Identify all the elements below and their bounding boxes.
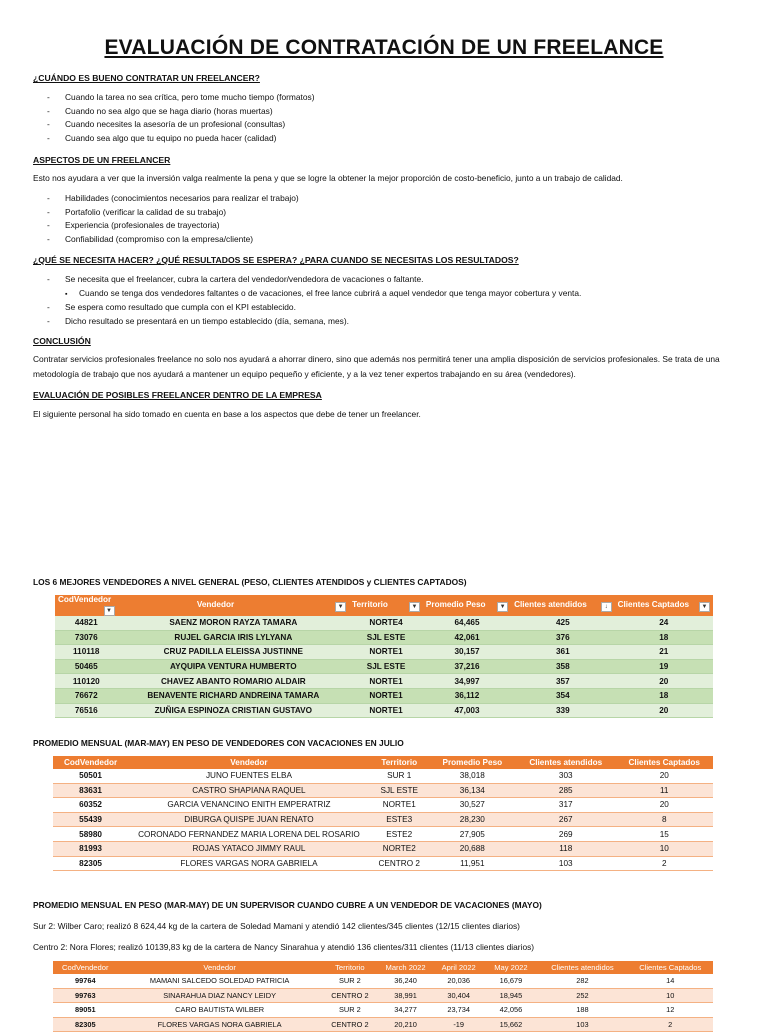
section3-line1: Sur 2: Wilber Caro; realizó 8 624,44 kg de la cartera de Soledad Mamani y atendió 142 clientes/345 clientes (12/15 clientes diarios) xyxy=(33,921,520,931)
section-heading-needs: ¿QUÉ SE NECESITA HACER? ¿QUÉ RESULTADOS SE ESPERA? ¿PARA CUANDO SE NECESITAS LOS RESULTADOS? xyxy=(33,255,519,265)
table-row: 76672 BENAVENTE RICHARD ANDREINA TAMARA NORTE1 36,112 354 18 xyxy=(55,688,713,703)
table-row: 58980 CORONADO FERNANDEZ MARIA LORENA DEL ROSARIO ESTE2 27,905 269 15 xyxy=(53,827,713,842)
column-header: Vendedor xyxy=(128,756,370,769)
column-header: March 2022 xyxy=(378,961,433,974)
list-item: - Confiabilidad (compromiso con la empresa/cliente) xyxy=(47,233,299,247)
table-row: 110118 CRUZ PADILLA ELEISSA JUSTINNE NORTE1 30,157 361 21 xyxy=(55,645,713,660)
supervisor-table xyxy=(53,961,713,1032)
list-item: - Portafolio (verificar la calidad de su trabajo) xyxy=(47,206,299,220)
table-row: 81993 ROJAS YATACO JIMMY RAUL NORTE2 20,688 118 10 xyxy=(53,841,713,856)
conclusion-text: Contratar servicios profesionales freelance no solo nos ayudará a ahorrar dinero, sino que además nos permitirá tener una amplia disposición de servicios profesionales. Se trata de una metodología de trabajo que nos ayudará a mantener un equipo pequeño y eficiente, y a la vez tener expertos trabajando en su área (vendedores). xyxy=(33,354,720,379)
column-header: Clientes Captados xyxy=(615,756,713,769)
table-row: 83631 CASTRO SHAPIANA RAQUEL SJL ESTE 36,134 285 11 xyxy=(53,783,713,798)
vacation-sellers-table xyxy=(53,756,713,871)
column-header: Clientes atendidos xyxy=(537,961,627,974)
needs-list xyxy=(47,273,581,328)
page-title: EVALUACIÓN DE CONTRATACIÓN DE UN FREELANCE xyxy=(104,36,664,59)
table-row: 73076 RUJEL GARCIA IRIS LYLYANA SJL ESTE 42,061 376 18 xyxy=(55,630,713,645)
section-heading-conclusion: CONCLUSIÓN xyxy=(33,336,91,346)
table-row: 99764 MAMANI SALCEDO SOLEDAD PATRICIA SUR 2 36,240 20,036 16,679 282 14 xyxy=(53,974,713,988)
column-header: April 2022 xyxy=(433,961,484,974)
filter-dropdown-icon[interactable]: ▼ xyxy=(699,602,710,612)
section-heading-evaluation: EVALUACIÓN DE POSIBLES FREELANCER DENTRO DE LA EMPRESA xyxy=(33,390,322,400)
column-header[interactable]: Vendedor ▼ xyxy=(118,595,350,616)
table-row: 89051 CARO BAUTISTA WILBER SUR 2 34,277 23,734 42,056 188 12 xyxy=(53,1003,713,1018)
column-header: Clientes Captados xyxy=(627,961,713,974)
list-item: - Dicho resultado se presentará en un tiempo establecido (día, semana, mes). xyxy=(47,315,581,329)
section3-line2: Centro 2: Nora Flores; realizó 10139,83 kg de la cartera de Nancy Sinarahua y atendió 136 clientes/311 clientes (11/13 clientes diarios) xyxy=(33,942,535,952)
table-row: 60352 GARCIA VENANCINO ENITH EMPERATRIZ NORTE1 30,527 317 20 xyxy=(53,798,713,813)
list-item: - Cuando sea algo que tu equipo no pueda hacer (calidad) xyxy=(47,132,315,146)
section-heading-when: ¿CUÁNDO ES BUENO CONTRATAR UN FREELANCER? xyxy=(33,73,260,83)
filter-dropdown-icon[interactable]: ▼ xyxy=(409,602,420,612)
column-header: Clientes atendidos xyxy=(516,756,616,769)
table-row: 99763 SINARAHUA DIAZ NANCY LEIDY CENTRO 2 38,991 30,404 18,945 252 10 xyxy=(53,988,713,1003)
column-header: CodVendedor xyxy=(53,961,118,974)
table-row: 55439 DIBURGA QUISPE JUAN RENATO ESTE3 28,230 267 8 xyxy=(53,812,713,827)
list-item: - Se espera como resultado que cumpla con el KPI establecido. xyxy=(47,301,581,315)
table-row: 50465 AYQUIPA VENTURA HUMBERTO SJL ESTE 37,216 358 19 xyxy=(55,659,713,674)
list-item: - Cuando necesites la asesoría de un profesional (consultas) xyxy=(47,118,315,132)
table-row: 82305 FLORES VARGAS NORA GABRIELA CENTRO 2 11,951 103 2 xyxy=(53,856,713,871)
column-header[interactable]: CodVendedor ▼ xyxy=(55,595,118,616)
table-row: 44821 SAENZ MORON RAYZA TAMARA NORTE4 64,465 425 24 xyxy=(55,616,713,630)
section3-title: PROMEDIO MENSUAL EN PESO (MAR-MAY) DE UN SUPERVISOR CUANDO CUBRE A UN VENDEDOR DE VACACIONES (MAYO) xyxy=(33,900,542,910)
table-row: 76516 ZUÑIGA ESPINOZA CRISTIAN GUSTAVO NORTE1 47,003 339 20 xyxy=(55,703,713,718)
list-item: - Habilidades (conocimientos necesarios para realizar el trabajo) xyxy=(47,192,299,206)
table1-title: LOS 6 MEJORES VENDEDORES A NIVEL GENERAL (PESO, CLIENTES ATENDIDOS y CLIENTES CAPTADOS) xyxy=(33,577,467,587)
aspects-intro: Esto nos ayudara a ver que la inversión valga realmente la pena y que se logre la obtener la mejor proporción de costo-beneficio, junto a un trabajo de calidad. xyxy=(33,173,623,183)
aspects-list xyxy=(47,192,299,246)
list-item: - Experiencia (profesionales de trayectoria) xyxy=(47,219,299,233)
table-row: 82305 FLORES VARGAS NORA GABRIELA CENTRO 2 20,210 -19 15,662 103 2 xyxy=(53,1017,713,1032)
column-header: Territorio xyxy=(322,961,378,974)
section-heading-aspects: ASPECTOS DE UN FREELANCER xyxy=(33,155,171,165)
evaluation-text: El siguiente personal ha sido tomado en cuenta en base a los aspectos que debe de tener un freelancer. xyxy=(33,409,421,419)
list-item: - Cuando la tarea no sea crítica, pero tome mucho tiempo (formatos) xyxy=(47,91,315,105)
column-header: May 2022 xyxy=(484,961,537,974)
column-header[interactable]: Clientes atendidos ↓ xyxy=(511,595,615,616)
column-header: Territorio xyxy=(370,756,429,769)
column-header: Vendedor xyxy=(118,961,322,974)
column-header[interactable]: Promedio Peso ▼ xyxy=(423,595,511,616)
table-row: 110120 CHAVEZ ABANTO ROMARIO ALDAIR NORTE1 34,997 357 20 xyxy=(55,674,713,689)
list-item: - Se necesita que el freelancer, cubra la cartera del vendedor/vendedora de vacaciones o faltante. xyxy=(47,273,581,287)
column-header: CodVendedor xyxy=(53,756,128,769)
top-sellers-table xyxy=(55,595,713,718)
filter-dropdown-icon[interactable]: ▼ xyxy=(335,602,346,612)
column-header: Promedio Peso xyxy=(429,756,516,769)
filter-dropdown-icon[interactable]: ▼ xyxy=(104,606,115,616)
column-header[interactable]: Clientes Captados ▼ xyxy=(615,595,713,616)
filter-dropdown-icon[interactable]: ▼ xyxy=(497,602,508,612)
list-item: - Cuando no sea algo que se haga diario (horas muertas) xyxy=(47,105,315,119)
table-row: 50501 JUNO FUENTES ELBA SUR 1 38,018 303 20 xyxy=(53,769,713,783)
table2-title: PROMEDIO MENSUAL (MAR-MAY) EN PESO DE VENDEDORES CON VACACIONES EN JULIO xyxy=(33,738,404,748)
column-header[interactable]: Territorio ▼ xyxy=(349,595,423,616)
list-subitem: ▪ Cuando se tenga dos vendedores faltantes o de vacaciones, el free lance cubrirá a aquel vendedor que tenga mayor cobertura y venta. xyxy=(47,287,581,302)
when-list xyxy=(47,91,315,145)
sort-descending-icon[interactable]: ↓ xyxy=(601,602,612,612)
